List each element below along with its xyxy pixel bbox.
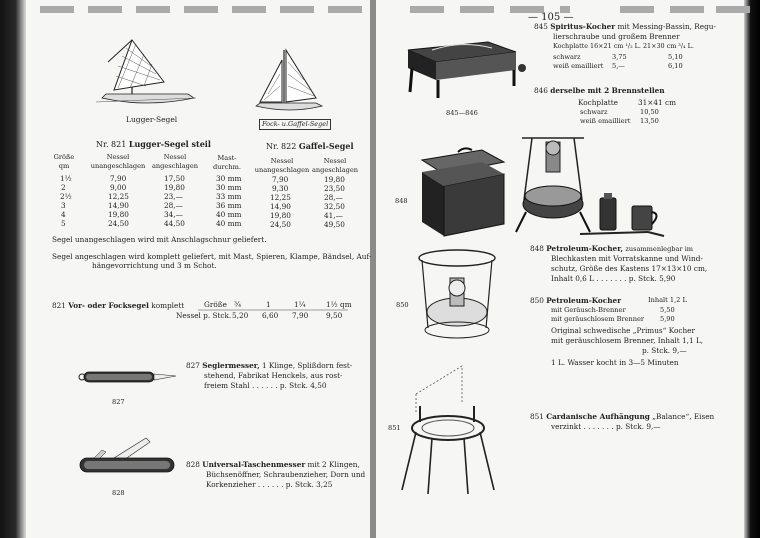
t822-title-no: Nr. 822 [266,142,297,151]
item-850-desc6: 1 L. Wasser kocht in 3—5 Minuten [551,358,679,367]
note-unangeschlagen: Segel unangeschlagen wird mit Anschlagschnur geliefert. [52,235,267,244]
t821-title-name: Lugger-Segel steil [128,139,211,149]
item-821-price: 6,60 [262,311,279,320]
t821-row-size: 3 [61,201,66,210]
item-848-desc4: Inhalt 0,6 L . . . . . . . p. Stck. 5,90 [551,274,676,283]
t821-row-mast: 30 mm [216,183,242,192]
item-845-row2-price: 6,10 [668,62,683,70]
item-821-rest: komplett [151,301,185,310]
book-gutter [370,0,376,538]
t822-row-ang: 28,— [324,193,343,202]
item-845-no: 845 [534,22,548,31]
item-850-no: 850 [530,296,544,305]
t821-header-mast: Mast-durchm. [213,154,241,171]
t821-row-unang: 9,00 [110,183,127,192]
t822-row-unang: 7,90 [272,175,289,184]
t821-row-unang: 24,50 [108,219,129,228]
t821-row-mast: 40 mm [216,210,242,219]
item-821-size: ¾ [234,300,242,309]
note-angeschlagen-2: hängevorrichtung und 3 m Schot. [92,261,217,270]
item-845-desc3: Kochplatte 16×21 cm ¹/₂ L. 21×30 cm ³/₄ L. [553,42,694,50]
item-845-row1-price: 5,10 [668,53,683,61]
item-828-desc3: Korkenzieher . . . . . . p. Stck. 3,25 [206,480,333,489]
item-850-row2-price: 5,90 [660,315,675,323]
item-827-line1 [186,361,352,370]
lugger-caption: Lugger-Segel [126,115,178,124]
item-851-desc2: verzinkt . . . . . . . p. Stck. 9,— [551,422,661,431]
item-848-label: 848 [395,197,408,205]
item-846-no: 846 [534,86,548,95]
gimbal-mount-illustration [396,362,500,502]
item-828-line1 [186,460,360,469]
t822-title-name: Gaffel-Segel [298,141,354,151]
item-827-name: Seglermesser, [202,361,260,370]
t822-header-unang: Nessel unangeschlagen [254,157,310,174]
page-number: — 105 — [528,12,574,23]
item-827-desc1: 1 Klinge, Splißdorn fest- [261,361,353,370]
note-angeschlagen-1: Segel angeschlagen wird komplett geliefert, mit Mast, Spieren, Klampe, Bändsel, Auf- [52,252,372,261]
item-828-desc1: mit 2 Klingen, [307,460,360,469]
t821-row-mast: 33 mm [216,192,242,201]
t821-row-ang: 17,50 [164,174,185,183]
item-846-name: derselbe mit 2 Brennstellen [550,86,665,95]
item-827-no: 827 [186,361,200,370]
t822-row-ang: 41,— [324,211,343,220]
item-850-row1-price: 5,50 [660,306,675,314]
left-page-edge [0,0,26,538]
t821-header-unang: Nessel unangeschlagen [90,153,146,170]
lugger-sail-illustration [96,36,196,111]
spirit-stove-illustration [392,38,528,100]
item-851-desc1: „Balance“, Eisen [652,412,715,421]
t821-row-unang: 7,90 [110,174,127,183]
t821-row-size: 2 [61,183,66,192]
item-850-row2-label: mit geräuschlosem Brenner [551,315,645,323]
item-827-desc3: freiem Stahl . . . . . . p. Stck. 4,50 [204,381,327,390]
t821-row-ang: 23,— [164,192,183,201]
item-848-desc1: zusammenlegbar im [625,245,694,253]
t821-row-unang: 19,80 [108,210,129,219]
t821-header-size: Größe qm [53,153,75,170]
item-821-size: 1 [266,300,271,309]
petroleum-stove-850-illustration [414,248,500,342]
item-821-title [52,301,184,310]
t821-row-mast: 36 mm [216,201,242,210]
t821-row-size: 2½ [60,192,72,201]
item-851-line1 [530,412,714,421]
item-828-no: 828 [186,460,200,469]
item-846-row1-price: 10,50 [640,108,659,116]
item-850-row1-label: mit Geräusch-Brenner [551,306,626,314]
item-845-row2-price: 5,— [612,62,625,70]
t821-title [96,140,211,149]
item-848-desc2: Blechkasten mit Vorratskanne und Wind- [551,254,703,263]
gaffel-caption: Fock- u.Gaffel-Segel [259,119,331,130]
item-850-desc5: p. Stck. 9,— [642,346,687,355]
item-821-name: Vor- oder Focksegel [68,301,149,310]
gaffel-sail-illustration [254,46,324,118]
item-850-inhalt: Inhalt 1,2 L [648,296,687,304]
item-845-desc1: mit Messing-Bassin, Regu- [617,22,716,31]
item-828-name: Universal-Taschenmesser [202,460,306,469]
item-845-line1 [534,22,716,31]
item-851-no: 851 [530,412,544,421]
t822-row-unang: 12,25 [270,193,291,202]
item-848-name: Petroleum-Kocher, [546,244,624,253]
item-846-plate-label: Kochplatte [578,98,618,107]
item-848-no: 848 [530,244,544,253]
t821-row-unang: 14,90 [108,201,129,210]
t821-row-ang: 28,— [164,201,183,210]
item-846-row1-label: schwarz [580,108,608,116]
item-821-underline [198,309,348,312]
item-845-row1-price: 3,75 [612,53,627,61]
t821-row-mast: 30 mm [216,174,242,183]
item-848-line1 [530,244,693,254]
t822-row-unang: 19,80 [270,211,291,220]
item-845-row2-label: weiß emailliert [553,62,604,70]
top-registration-marks [40,6,730,16]
item-851-label: 851 [388,424,401,432]
item-850-name: Petroleum-Kocher [546,296,622,305]
item-821-size: 1¼ [294,300,306,309]
t822-row-ang: 49,50 [324,220,345,229]
item-848-desc3: schutz, Größe des Kastens 17×13×10 cm, [551,264,708,273]
item-821-size-label: Größe [204,300,227,309]
t822-row-unang: 9,30 [272,184,289,193]
t821-row-mast: 40 mm [216,219,242,228]
t821-row-ang: 34,— [164,210,183,219]
t822-row-ang: 32,50 [324,202,345,211]
t822-row-ang: 23,50 [324,184,345,193]
item-846-row2-label: weiß emailliert [580,117,631,125]
item-828-desc2: Büchsenöffner, Schraubenzieher, Dorn und [206,470,366,479]
item-851-name: Cardanische Aufhängung [546,412,650,421]
item-845-desc2: lierschraube und großem Brenner [553,32,680,41]
t821-row-size: 1½ [60,174,72,183]
t821-title-no: Nr. 821 [96,140,127,149]
item-845-label: 845—846 [446,109,478,117]
t821-row-unang: 12,25 [108,192,129,201]
item-827-label: 827 [112,398,125,406]
t822-row-unang: 14,90 [270,202,291,211]
item-850-desc3: Original schwedische „Primus“ Kocher [551,326,695,335]
t822-title [266,142,353,151]
t822-header-ang: Nessel angeschlagen [311,157,359,174]
item-850-line1 [530,296,621,305]
key-tool-illustration [578,226,668,240]
t821-row-ang: 44,50 [164,219,185,228]
right-page-edge [744,0,760,538]
t821-row-size: 4 [61,210,66,219]
item-821-size: 1½ qm [326,300,352,309]
t821-row-size: 5 [61,219,66,228]
item-821-price: 5,20 [232,311,249,320]
item-846-row2-price: 13,50 [640,117,659,125]
t822-row-ang: 19,80 [324,175,345,184]
item-821-price: 9,50 [326,311,343,320]
t821-header-ang: Nessel angeschlagen [151,153,199,170]
item-846-plate: 31×41 cm [638,98,677,107]
item-845-name: Spiritus-Kocher [550,22,616,31]
item-828-label: 828 [112,489,125,497]
item-821-no: 821 [52,301,66,310]
t821-row-ang: 19,80 [164,183,185,192]
item-821-price-label: Nessel p. Stck. [176,311,232,320]
primus-stove-illustration [512,128,594,236]
sailor-knife-illustration [70,366,180,388]
pocket-knife-illustration [74,436,184,484]
item-821-price: 7,90 [292,311,309,320]
item-846-line1 [534,86,665,95]
item-850-desc4: mit geräuschlosem Brenner, Inhalt 1,1 L, [551,336,704,345]
t822-row-unang: 24,50 [270,220,291,229]
item-850-label: 850 [396,301,409,309]
item-827-desc2: stehend, Fabrikat Henckels, aus rost- [204,371,343,380]
item-845-row1-label: schwarz [553,53,581,61]
petroleum-stove-box-illustration [418,146,506,238]
